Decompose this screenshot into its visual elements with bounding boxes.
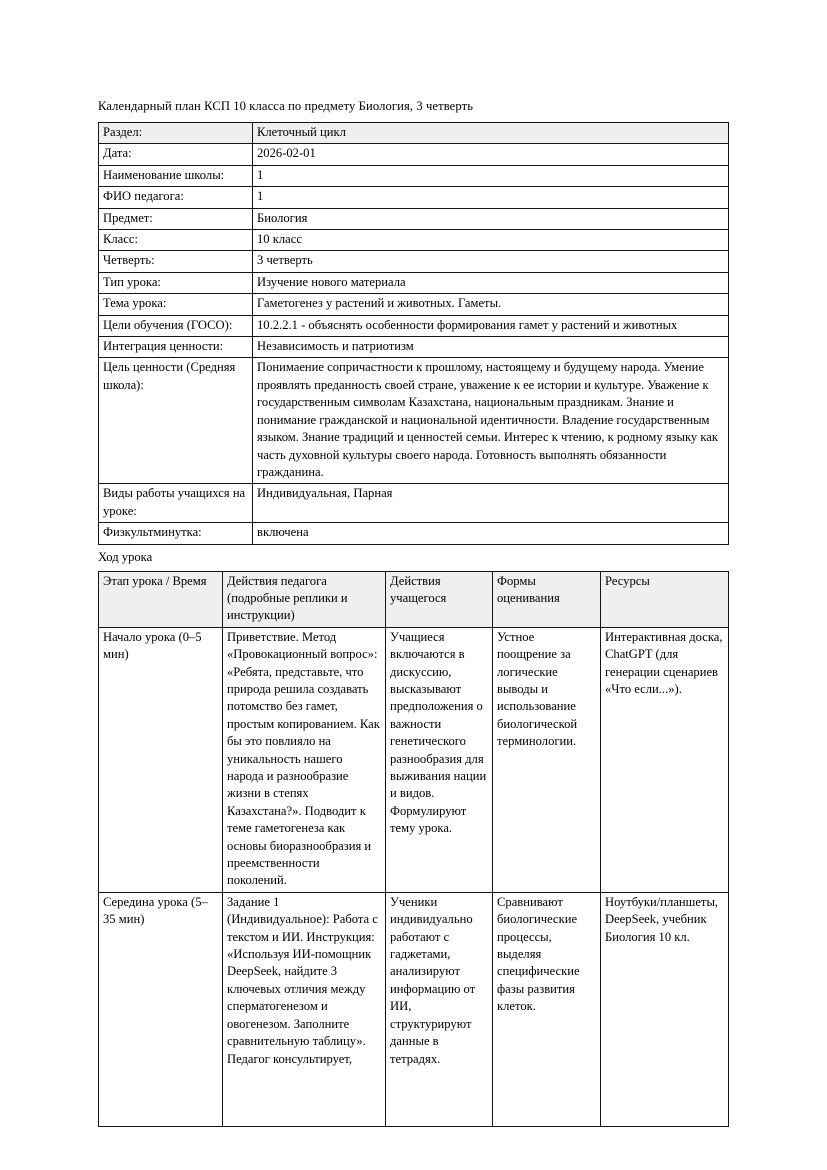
info-label: Наименование школы: xyxy=(99,165,253,186)
table-row xyxy=(99,337,729,358)
info-label: Виды работы учащихся на уроке: xyxy=(99,484,253,523)
cell-stage: Начало урока (0–5 мин) xyxy=(99,627,223,892)
info-label: Цель ценности (Средняя школа): xyxy=(99,358,253,484)
info-value: Биология xyxy=(253,208,729,229)
section-label-lesson-flow: Ход урока xyxy=(98,549,153,564)
info-label: Предмет: xyxy=(99,208,253,229)
info-label: Тип урока: xyxy=(99,272,253,293)
info-value: 10 класс xyxy=(253,230,729,251)
cell-student-actions: Ученики индивидуально работают с гаджетами, анализируют информацию от ИИ, структурируют данные в тетрадях. xyxy=(386,892,493,1126)
table-row xyxy=(99,187,729,208)
table-row xyxy=(99,208,729,229)
info-value: 2026-02-01 xyxy=(253,144,729,165)
table-row xyxy=(99,251,729,272)
info-label: Класс: xyxy=(99,230,253,251)
info-label: Раздел: xyxy=(99,123,253,144)
cell-teacher-actions: Задание 1 (Индивидуальное): Работа с текстом и ИИ. Инструкция: «Используя ИИ-помощник DeepSeek, найдите 3 ключевых отличия между сперматогенезом и овогенезом. Заполните сравнительную таблицу». Педагог консультирует, xyxy=(223,892,386,1126)
info-value: 10.2.2.1 - объяснять особенности формирования гамет у растений и животных xyxy=(253,315,729,336)
info-value: 3 четверть xyxy=(253,251,729,272)
cell-assessment: Устное поощрение за логические выводы и использование биологической терминологии. xyxy=(493,627,601,892)
info-label: Интеграция ценности: xyxy=(99,337,253,358)
info-value: Изучение нового материала xyxy=(253,272,729,293)
cell-teacher-actions: Приветствие. Метод «Провокационный вопрос»: «Ребята, представьте, что природа решила создавать потомство без гамет, простым копированием. Как бы это повлияло на уникальность нашего народа и разнообразие жизни в степях Казахстана?». Подводит к теме гаметогенеза как основы биоразнообразия и преемственности поколений. xyxy=(223,627,386,892)
table-row xyxy=(99,272,729,293)
info-value: Индивидуальная, Парная xyxy=(253,484,729,523)
column-header-stage: Этап урока / Время xyxy=(99,571,223,627)
info-label: Тема урока: xyxy=(99,294,253,315)
info-value: 1 xyxy=(253,187,729,208)
column-header-student-actions: Действия учащегося xyxy=(386,571,493,627)
column-header-resources: Ресурсы xyxy=(601,571,729,627)
table-row xyxy=(99,627,729,892)
info-label: ФИО педагога: xyxy=(99,187,253,208)
cell-resources: Ноутбуки/планшеты, DeepSeek, учебник Биология 10 кл. xyxy=(601,892,729,1126)
info-label: Цели обучения (ГОСО): xyxy=(99,315,253,336)
info-value: Понимаение сопричастности к прошлому, настоящему и будущему народа. Умение проявлять преданность своей стране, уважение к ее истории и культуре. Уважение к государственным символам Казахстана, национальным праздникам. Знание и понимание гражданской и национальной идентичности. Владение государственным языком. Знание традиций и ценностей семьи. Интерес к чтению, к родному языку как часть духовной культуры своего народа. Готовность выполнять обязанности гражданина. xyxy=(253,358,729,484)
cell-stage: Середина урока (5–35 мин) xyxy=(99,892,223,1126)
lesson-info-table xyxy=(98,122,729,545)
table-row xyxy=(99,358,729,484)
page-title: Календарный план КСП 10 класса по предмету Биология, 3 четверть xyxy=(98,99,474,113)
info-value: включена xyxy=(253,523,729,544)
table-row xyxy=(99,230,729,251)
column-header-teacher-actions: Действия педагога (подробные реплики и инструкции) xyxy=(223,571,386,627)
table-row xyxy=(99,892,729,1126)
info-label: Дата: xyxy=(99,144,253,165)
table-row xyxy=(99,523,729,544)
table-row xyxy=(99,144,729,165)
info-value: 1 xyxy=(253,165,729,186)
table-row xyxy=(99,123,729,144)
table-row xyxy=(99,165,729,186)
cell-resources: Интерактивная доска, ChatGPT (для генерации сценариев «Что если...»). xyxy=(601,627,729,892)
cell-assessment: Сравнивают биологические процессы, выделяя специфические фазы развития клеток. xyxy=(493,892,601,1126)
info-value: Гаметогенез у растений и животных. Гаметы. xyxy=(253,294,729,315)
table-row xyxy=(99,294,729,315)
cell-student-actions: Учащиеся включаются в дискуссию, высказывают предположения о важности генетического разнообразия для выживания нации и видов. Формулируют тему урока. xyxy=(386,627,493,892)
table-header-row xyxy=(99,571,729,627)
table-row xyxy=(99,315,729,336)
column-header-assessment: Формы оценивания xyxy=(493,571,601,627)
info-label: Физкультминутка: xyxy=(99,523,253,544)
document-content xyxy=(98,98,728,1127)
info-label: Четверть: xyxy=(99,251,253,272)
table-row xyxy=(99,484,729,523)
info-value: Клеточный цикл xyxy=(253,123,729,144)
info-value: Независимость и патриотизм xyxy=(253,337,729,358)
lesson-flow-table xyxy=(98,571,729,1127)
